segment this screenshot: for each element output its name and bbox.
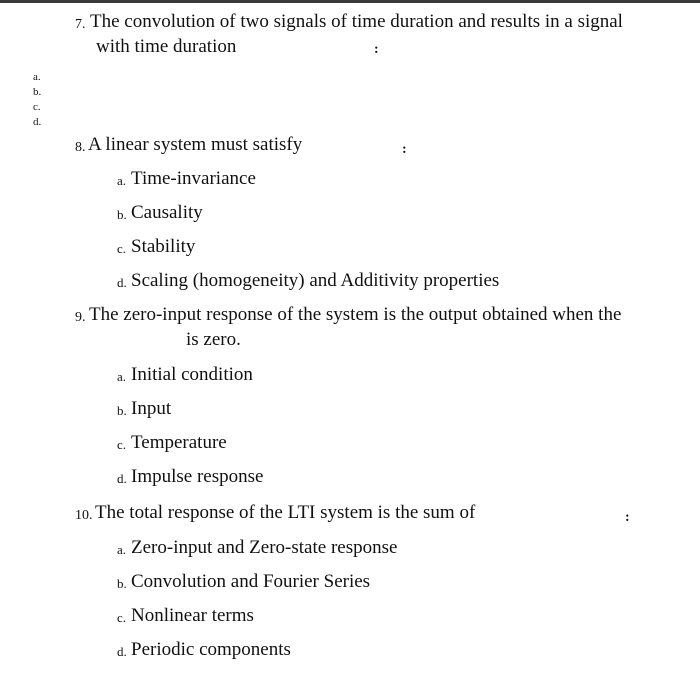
question-text-continued: with time duration — [96, 36, 237, 57]
option-letter: d. — [117, 471, 127, 486]
stray-option-a: a. — [33, 71, 41, 83]
blank-marker: : — [625, 510, 630, 525]
option-text: Impulse response — [131, 466, 264, 487]
question-text: A linear system must satisfy — [88, 134, 303, 155]
question-number: 10. — [75, 508, 93, 523]
option-text: Periodic components — [131, 639, 291, 660]
option-letter: b. — [117, 207, 127, 222]
option-text: Nonlinear terms — [131, 605, 254, 626]
option-text: Zero-input and Zero-state response — [131, 537, 398, 558]
option-letter: a. — [117, 542, 127, 557]
option-text: Initial condition — [131, 364, 253, 385]
option-letter: d. — [117, 644, 127, 659]
option-letter: a. — [117, 173, 127, 188]
option-letter: c. — [117, 241, 127, 256]
question-text: The convolution of two signals of time duration and results in a signal — [90, 11, 623, 32]
option-text: Convolution and Fourier Series — [131, 571, 371, 592]
option-letter: b. — [117, 403, 127, 418]
question-number: 8. — [75, 140, 86, 155]
option-text: Stability — [131, 236, 196, 257]
stray-option-c: c. — [33, 101, 41, 113]
option-letter: c. — [117, 437, 127, 452]
option-text: Time-invariance — [131, 168, 256, 189]
option-text: Causality — [131, 202, 203, 223]
question-text: The zero-input response of the system is the output obtained when the — [89, 304, 622, 325]
question-number: 9. — [75, 310, 86, 325]
question-text-continued: is zero. — [186, 329, 241, 350]
stray-option-b: b. — [33, 86, 42, 98]
question-text: The total response of the LTI system is the sum of — [95, 502, 476, 523]
blank-marker: : — [374, 42, 379, 57]
blank-marker: : — [402, 142, 407, 157]
option-letter: b. — [117, 576, 127, 591]
option-letter: c. — [117, 610, 127, 625]
stray-option-d: d. — [33, 116, 42, 128]
option-letter: a. — [117, 369, 127, 384]
option-text: Input — [131, 398, 172, 419]
option-text: Scaling (homogeneity) and Additivity properties — [131, 270, 500, 291]
option-text: Temperature — [131, 432, 227, 453]
option-letter: d. — [117, 275, 127, 290]
question-number: 7. — [75, 17, 86, 32]
top-border — [0, 0, 700, 3]
